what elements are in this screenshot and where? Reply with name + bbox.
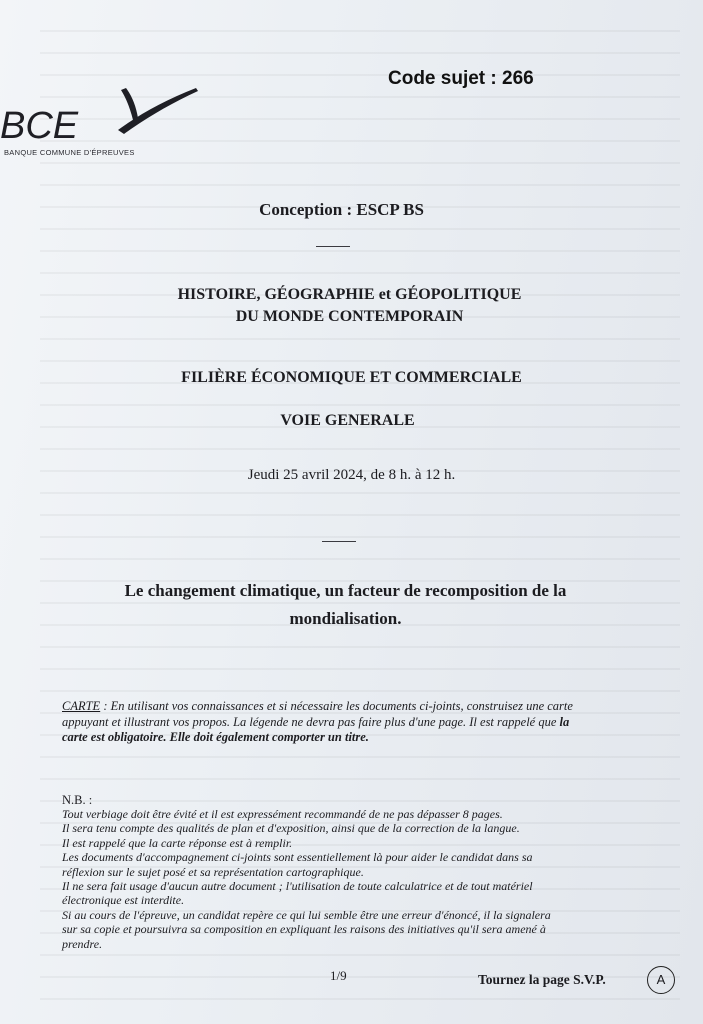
exam-date: Jeudi 25 avril 2024, de 8 h. à 12 h. (247, 467, 456, 483)
nb-line: Il sera tenu compte des qualités de plan et d'exposition, ainsi que de la correction de la langue. (62, 821, 520, 836)
nb-line: réflexion sur le sujet posé et sa représentation cartographique. (62, 864, 364, 879)
nb-line: électronique est interdite. (62, 893, 185, 908)
discipline-title (0, 284, 701, 328)
separator (322, 541, 356, 542)
carte-line3: carte est obligatoire. Elle doit également comporter un titre. (62, 730, 369, 744)
code-sujet: Code sujet : 266 (388, 68, 534, 89)
nb-line: Il ne sera fait usage d'aucun autre document ; l'utilisation de toute calculatrice et de tout matériel (62, 879, 533, 894)
conception: Conception : ESCP BS (259, 200, 424, 219)
nb-line: Il est rappelé que la carte réponse est à remplir. (62, 835, 293, 850)
discipline-line2: DU MONDE CONTEMPORAIN (235, 308, 464, 325)
nb-line: prendre. (62, 936, 103, 951)
separator (316, 246, 350, 247)
nb-line: Les documents d'accompagnement ci-joints sont essentiellement là pour aider le candidat dans sa (62, 850, 533, 865)
carte-label: CARTE (62, 699, 101, 713)
discipline-line1: HISTOIRE, GÉOGRAPHIE et GÉOPOLITIQUE (177, 286, 522, 303)
circled-a-mark: A (647, 966, 675, 994)
nb-list (62, 807, 622, 951)
turn-page-note: Tournez la page S.V.P. (478, 972, 606, 987)
nb-line: Si au cours de l'épreuve, un candidat repère ce qui lui semble être une erreur d'énoncé, il la signalera (62, 907, 551, 922)
nb-line: sur sa copie et poursuivra sa composition en expliquant les raisons des initiatives qu'il sera amené à (62, 922, 546, 937)
carte-instructions (62, 699, 662, 746)
logo-stroke-icon (121, 88, 138, 120)
subject-line1: Le changement climatique, un facteur de recomposition de la (124, 581, 567, 600)
filiere: FILIÈRE ÉCONOMIQUE ET COMMERCIALE (181, 369, 522, 386)
subject-line2: mondialisation. (289, 609, 402, 628)
bce-logo-text: BCE (0, 105, 79, 147)
nb-title: N.B. : (62, 793, 93, 807)
subject-title (0, 577, 697, 633)
page-number: 1/9 (330, 968, 347, 983)
carte-line2-bold: la (559, 714, 570, 729)
carte-line2: appuyant et illustrant vos propos. La légende ne devra pas faire plus d'une page. Il est rappelé que (62, 714, 560, 729)
voie: VOIE GENERALE (280, 412, 415, 429)
carte-line1: : En utilisant vos connaissances et si nécessaire les documents ci-joints, construisez une carte (100, 699, 573, 713)
nb-line: Tout verbiage doit être évité et il est expressément recommandé de ne pas dépasser 8 pages. (62, 807, 503, 821)
logo-tagline: BANQUE COMMUNE D'ÉPREUVES (4, 148, 135, 157)
